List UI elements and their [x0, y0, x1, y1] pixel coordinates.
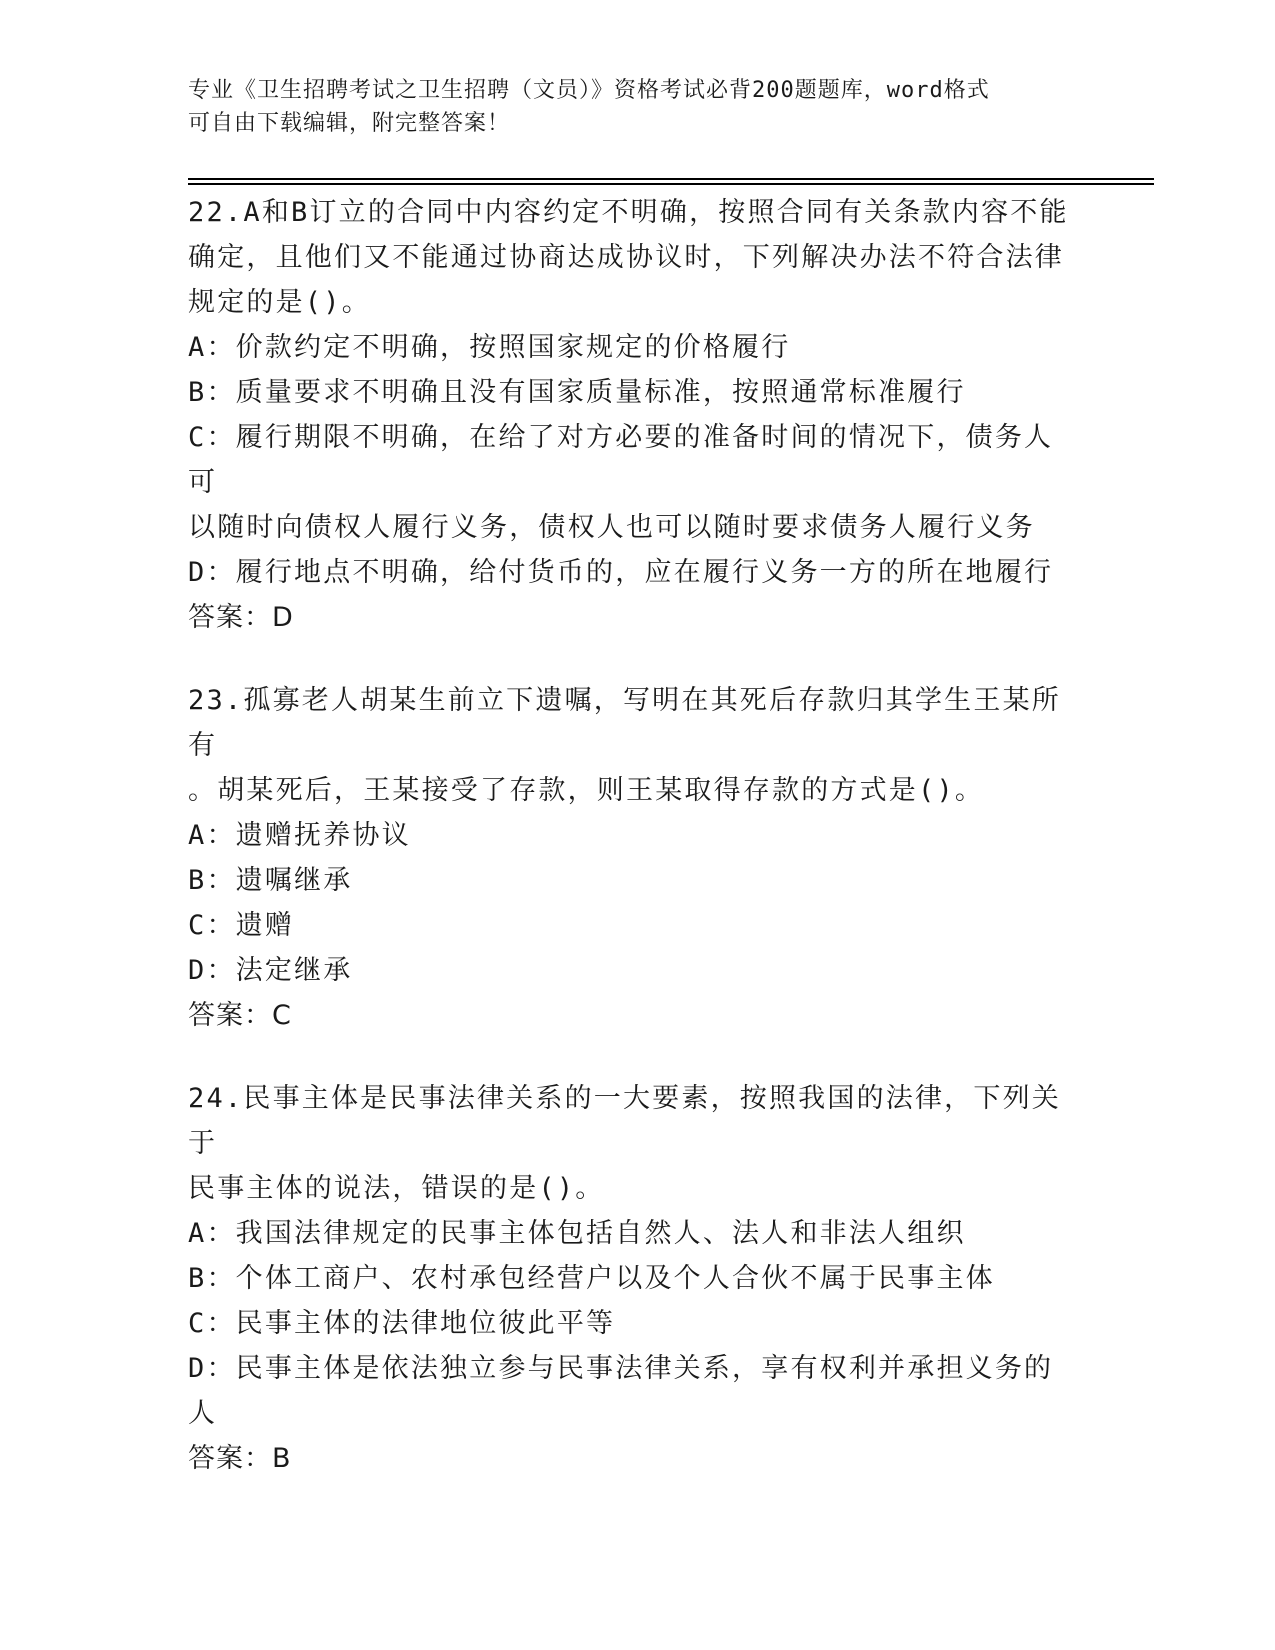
- question-stem-line: 22.A和B订立的合同中内容约定不明确，按照合同有关条款内容不能: [188, 197, 1069, 228]
- option-a: A：我国法律规定的民事主体包括自然人、法人和非法人组织: [188, 1218, 966, 1249]
- question-list: [188, 190, 1078, 1519]
- question-23: [188, 678, 1078, 1038]
- option-d: D：法定继承: [188, 955, 353, 986]
- header-line-1: 专业《卫生招聘考试之卫生招聘（文员）》资格考试必背200题题库，word格式: [188, 78, 990, 103]
- question-stem-line: 24.民事主体是民事法律关系的一大要素，按照我国的法律，下列关于: [188, 1083, 1061, 1159]
- question-stem-line: 民事主体的说法，错误的是()。: [188, 1173, 605, 1204]
- question-stem-line: 规定的是()。: [188, 287, 371, 318]
- option-c-continued: 以随时向债权人履行义务，债权人也可以随时要求债务人履行义务: [188, 512, 1035, 543]
- option-b: B：质量要求不明确且没有国家质量标准，按照通常标准履行: [188, 377, 966, 408]
- option-d: D：民事主体是依法独立参与民事法律关系，享有权利并承担义务的人: [188, 1353, 1054, 1429]
- question-24: [188, 1076, 1078, 1481]
- question-stem-line: 23.孤寡老人胡某生前立下遗嘱，写明在其死后存款归其学生王某所有: [188, 685, 1061, 761]
- option-c: C：遗赠: [188, 910, 295, 941]
- document-header: [188, 74, 1068, 140]
- question-22: [188, 190, 1078, 640]
- answer-label: 答案：C: [188, 1000, 292, 1031]
- option-d: D：履行地点不明确，给付货币的，应在履行义务一方的所在地履行: [188, 557, 1054, 588]
- answer-label: 答案：B: [188, 1443, 292, 1474]
- question-stem-line: 。胡某死后，王某接受了存款，则王某取得存款的方式是()。: [188, 775, 985, 806]
- option-c: C：民事主体的法律地位彼此平等: [188, 1308, 616, 1339]
- header-line-2: 可自由下载编辑，附完整答案！: [188, 111, 511, 136]
- question-stem-line: 确定，且他们又不能通过协商达成协议时，下列解决办法不符合法律: [188, 242, 1064, 273]
- header-divider-top: [188, 178, 1154, 180]
- option-a: A：遗赠抚养协议: [188, 820, 411, 851]
- option-c: C：履行期限不明确，在给了对方必要的准备时间的情况下，债务人可: [188, 422, 1054, 498]
- header-divider-bottom: [188, 183, 1154, 185]
- option-b: B：个体工商户、农村承包经营户以及个人合伙不属于民事主体: [188, 1263, 995, 1294]
- answer-label: 答案：D: [188, 602, 294, 633]
- option-a: A：价款约定不明确，按照国家规定的价格履行: [188, 332, 791, 363]
- option-b: B：遗嘱继承: [188, 865, 353, 896]
